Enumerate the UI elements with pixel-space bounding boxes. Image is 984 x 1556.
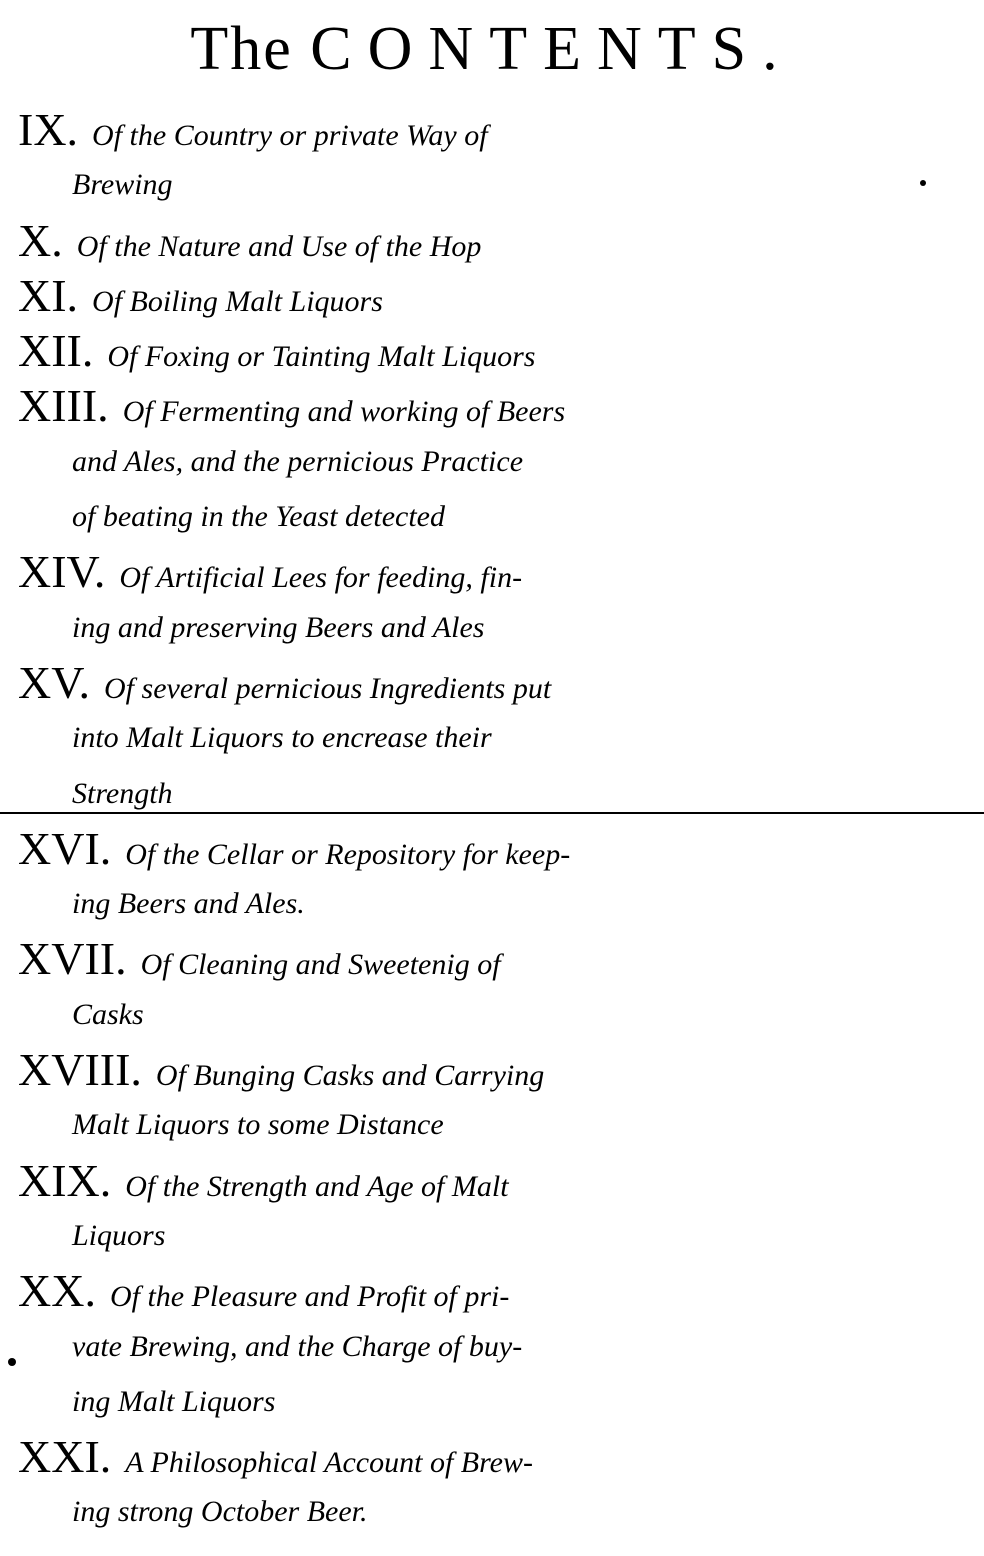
contents-entry [0, 102, 984, 213]
chapter-numeral: X. [18, 214, 63, 266]
chapter-title-text: A Philosophical Account of Brew- [125, 1446, 533, 1480]
entry-continuation-line [0, 710, 984, 765]
entry-first-line [0, 821, 984, 876]
chapter-title-text: Of Boiling Malt Liquors [92, 284, 383, 318]
chapter-title-text: ing strong October Beer. [72, 1495, 368, 1529]
chapter-title-text: Liquors [72, 1218, 166, 1252]
entry-continuation-line [0, 1208, 984, 1263]
entry-continuation-line [0, 1484, 984, 1539]
entry-first-line [0, 544, 984, 599]
contents-entry [0, 655, 984, 821]
entry-continuation-line [0, 489, 984, 544]
entry-continuation-line [0, 876, 984, 931]
chapter-numeral: XIII. [18, 380, 109, 432]
chapter-numeral: XIX. [18, 1154, 112, 1206]
chapter-title-text: ing Beers and Ales. [72, 887, 305, 921]
entry-continuation-line [0, 434, 984, 489]
chapter-title-text: Of the Strength and Age of Malt [125, 1169, 509, 1203]
entry-first-line [0, 378, 984, 433]
contents-entry [0, 821, 984, 932]
horizontal-rule [0, 812, 984, 814]
entry-continuation-line [0, 157, 984, 212]
chapter-numeral: IX. [18, 104, 79, 155]
chapter-title-text: of beating in the Yeast detected [72, 500, 445, 534]
entry-first-line [0, 1429, 984, 1484]
title-contents: CONTENTS. [310, 15, 794, 83]
chapter-numeral: XVI. [18, 822, 112, 874]
contents-entry [0, 931, 984, 1042]
entry-first-line [0, 213, 984, 268]
chapter-title-text: Of Fermenting and working of Beers [122, 395, 566, 429]
chapter-numeral: XXI. [18, 1431, 112, 1483]
contents-entry [0, 213, 984, 268]
contents-entry [0, 544, 984, 655]
chapter-title-text: Of Bunging Casks and Carrying [155, 1059, 545, 1093]
chapter-title-text: Of several pernicious Ingredients put [104, 671, 552, 705]
entry-continuation-line [0, 600, 984, 655]
chapter-title-text: into Malt Liquors to encrease their [72, 721, 492, 755]
entry-continuation-line [0, 987, 984, 1042]
chapter-title-text: Of the Nature and Use of the Hop [76, 229, 482, 263]
contents-entry [0, 1153, 984, 1264]
chapter-numeral: XI. [18, 269, 79, 321]
chapter-title-text: Of the Pleasure and Profit of pri- [109, 1280, 510, 1314]
chapter-title-text: and Ales, and the pernicious Practice [72, 444, 524, 478]
contents-entry [0, 1263, 984, 1429]
chapter-title-text: Brewing [72, 168, 173, 202]
title-the: The [190, 15, 293, 83]
chapter-numeral: XIV. [18, 546, 106, 598]
ink-speck-icon [8, 1358, 16, 1366]
chapter-title-text: Strength [72, 776, 173, 810]
chapter-title-text: Of the Country or private Way of [92, 119, 488, 152]
chapter-title-text: vate Brewing, and the Charge of buy- [72, 1329, 523, 1363]
entry-first-line [0, 268, 984, 323]
chapter-numeral: XII. [18, 325, 94, 377]
entry-first-line [0, 102, 984, 157]
chapter-title-text: Casks [72, 997, 144, 1031]
ink-speck-icon [920, 180, 926, 186]
entry-continuation-line [0, 1097, 984, 1152]
chapter-title-text: Of Foxing or Tainting Malt Liquors [107, 340, 536, 374]
chapter-title-text: Malt Liquors to some Distance [72, 1108, 444, 1142]
entry-first-line [0, 1153, 984, 1208]
chapter-numeral: XVIII. [18, 1044, 142, 1096]
entry-continuation-line [0, 1374, 984, 1429]
entry-first-line [0, 655, 984, 710]
contents-entry [0, 268, 984, 323]
chapter-title-text: Of the Cellar or Repository for keep- [125, 837, 571, 871]
entry-first-line [0, 1263, 984, 1318]
chapter-numeral: XVII. [18, 933, 127, 985]
chapter-title-text: ing Malt Liquors [72, 1384, 276, 1418]
page-title [0, 14, 984, 84]
chapter-numeral: XX. [18, 1265, 96, 1317]
chapter-title-text: ing and preserving Beers and Ales [72, 610, 485, 644]
entry-first-line [0, 323, 984, 378]
chapter-numeral: XV. [18, 656, 91, 708]
contents-entry [0, 1429, 984, 1540]
chapter-title-text: Of Cleaning and Sweetenig of [140, 948, 501, 982]
contents-entry [0, 378, 984, 544]
contents-list [0, 102, 984, 1540]
chapter-title-text: Of Artificial Lees for feeding, fin- [119, 561, 523, 595]
entry-first-line [0, 931, 984, 986]
entry-first-line [0, 1042, 984, 1097]
contents-entry [0, 1042, 984, 1153]
contents-entry [0, 323, 984, 378]
entry-continuation-line [0, 1319, 984, 1374]
